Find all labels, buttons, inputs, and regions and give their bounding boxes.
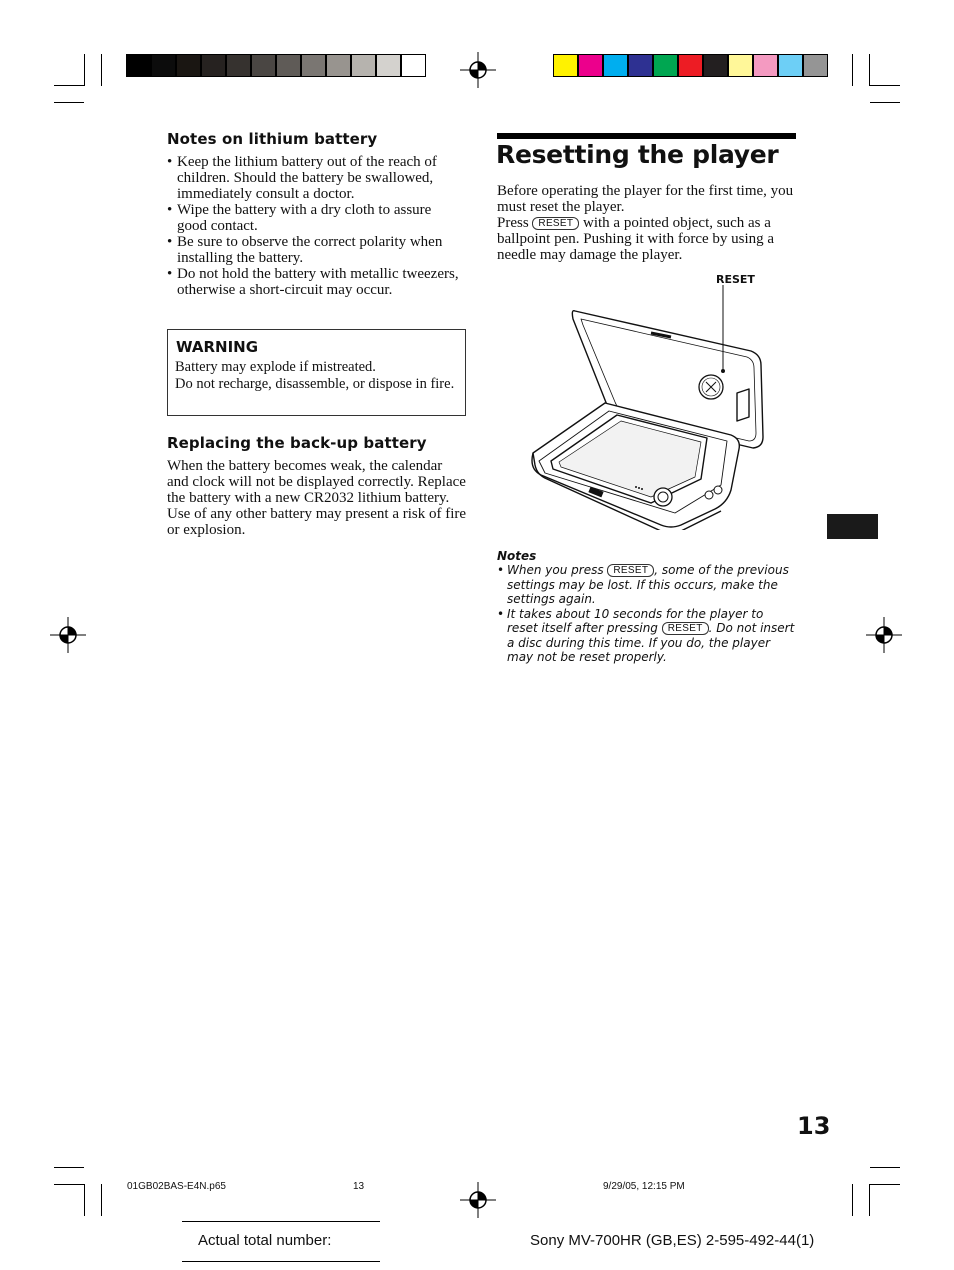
color-swatch bbox=[703, 54, 728, 77]
list-item: • It takes about 10 seconds for the player to reset itself after pressing RESET . Do not insert a disc during this time. If you do, the player may not be reset properly. bbox=[497, 606, 795, 664]
color-swatch bbox=[628, 54, 653, 77]
registration-mark-top-icon bbox=[460, 52, 496, 88]
warning-title: WARNING bbox=[176, 338, 259, 356]
gray-swatch bbox=[126, 54, 151, 77]
list-item: • When you press RESET , some of the previous settings may be lost. If this occurs, make the settings again. bbox=[497, 563, 789, 606]
color-swatch bbox=[778, 54, 803, 77]
reset-key: RESET bbox=[607, 564, 654, 577]
slug-page: 13 bbox=[353, 1181, 365, 1192]
list-item: • Keep the lithium battery out of the reach of children. Should the battery be swallowed, immediately consult a doctor. bbox=[167, 154, 437, 202]
reset-key: RESET bbox=[662, 622, 709, 635]
warning-line-1: Battery may explode if mistreated. bbox=[175, 359, 376, 375]
color-swatch bbox=[803, 54, 828, 77]
registration-mark-bottom-icon bbox=[460, 1182, 496, 1218]
section-tab bbox=[827, 514, 878, 539]
lithium-heading: Notes on lithium battery bbox=[167, 130, 378, 148]
list-item: • Be sure to observe the correct polarity when installing the battery. bbox=[167, 234, 443, 266]
gray-swatch bbox=[376, 54, 401, 77]
player-illustration bbox=[525, 285, 775, 530]
gray-swatch bbox=[201, 54, 226, 77]
color-swatch bbox=[678, 54, 703, 77]
actual-total-label: Actual total number: bbox=[198, 1232, 332, 1249]
registration-mark-right-icon bbox=[866, 617, 902, 653]
press-paragraph: Press RESET with a pointed object, such as a ballpoint pen. Pushing it with force by using a needle may damage the player. bbox=[497, 215, 775, 263]
gray-swatch bbox=[276, 54, 301, 77]
slug-file: 01GB02BAS-E4N.p65 bbox=[127, 1181, 226, 1192]
gray-swatch bbox=[176, 54, 201, 77]
notes-heading: Notes bbox=[497, 549, 537, 563]
color-swatch bbox=[728, 54, 753, 77]
gray-swatch bbox=[401, 54, 426, 77]
color-swatch bbox=[603, 54, 628, 77]
page-number: 13 bbox=[797, 1112, 831, 1140]
gray-swatch bbox=[326, 54, 351, 77]
backup-heading: Replacing the back-up battery bbox=[167, 434, 427, 452]
gray-swatch bbox=[151, 54, 176, 77]
registration-mark-left-icon bbox=[50, 617, 86, 653]
page-title: Resetting the player bbox=[496, 140, 779, 169]
intro-paragraph: Before operating the player for the first time, you must reset the player. bbox=[497, 183, 794, 215]
title-rule bbox=[497, 133, 796, 139]
slug-date: 9/29/05, 12:15 PM bbox=[603, 1181, 685, 1192]
footer-rule-top bbox=[182, 1221, 380, 1222]
gray-swatch bbox=[251, 54, 276, 77]
color-swatch bbox=[653, 54, 678, 77]
figure-reset-label: RESET bbox=[716, 273, 755, 286]
gray-swatch bbox=[351, 54, 376, 77]
warning-line-2: Do not recharge, disassemble, or dispose in fire. bbox=[175, 376, 455, 392]
color-swatch bbox=[553, 54, 578, 77]
model-code: Sony MV-700HR (GB,ES) 2-595-492-44(1) bbox=[530, 1232, 815, 1249]
notes-list bbox=[497, 563, 797, 665]
lithium-bullet-list bbox=[167, 154, 462, 298]
gray-swatch bbox=[301, 54, 326, 77]
reset-key: RESET bbox=[532, 217, 579, 230]
gray-swatch bbox=[226, 54, 251, 77]
list-item: • Do not hold the battery with metallic tweezers, otherwise a short-circuit may occur. bbox=[167, 266, 459, 298]
color-swatch bbox=[578, 54, 603, 77]
warning-box bbox=[167, 329, 466, 416]
list-item: • Wipe the battery with a dry cloth to assure good contact. bbox=[167, 202, 432, 234]
color-swatch bbox=[753, 54, 778, 77]
footer-rule-bottom bbox=[182, 1261, 380, 1262]
backup-paragraph: When the battery becomes weak, the calendar and clock will not be displayed correctly. Replace the battery with a new CR2032 lithium battery. Use of any other battery may present a risk of fire or explosion. bbox=[167, 458, 467, 538]
